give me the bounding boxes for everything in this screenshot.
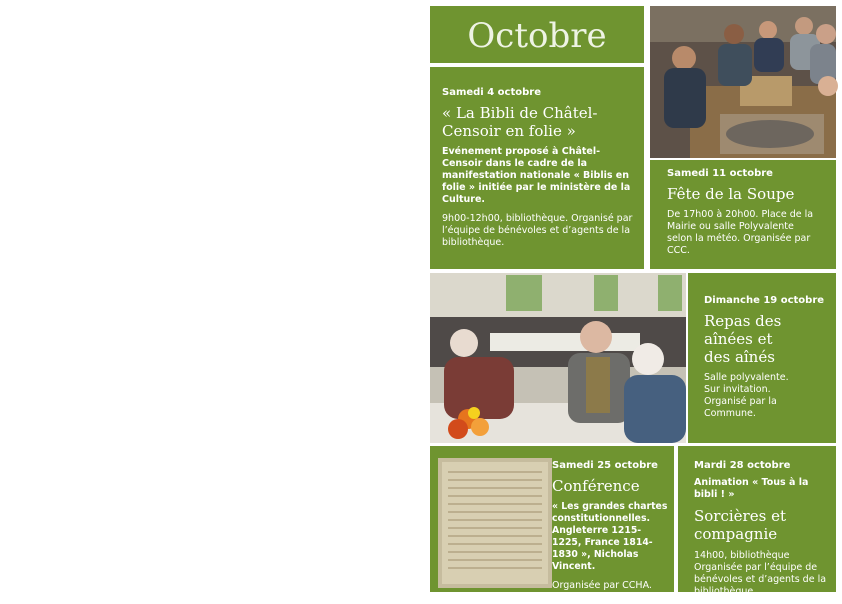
event-sorcieres xyxy=(678,446,836,597)
event-conference xyxy=(430,446,674,603)
event-fete-soupe xyxy=(650,160,836,269)
charter-document-image-svg xyxy=(438,458,552,588)
event-details: Salle polyvalente. Sur invitation. Organisé par la Commune. xyxy=(704,372,789,419)
month-header xyxy=(430,6,644,63)
month-title: Octobre xyxy=(467,16,607,56)
soup-photo xyxy=(650,6,836,158)
event-title: Fête de la Soupe xyxy=(667,185,795,203)
event-lead: « Les grandes chartes constitutionnelles. Angleterre 1215-1225, France 1814-1830 », Nicholas Vincent. xyxy=(552,501,668,572)
october-page xyxy=(424,0,842,603)
event-details: 14h00, bibliothèque Organisée par l’équipe de bénévoles et d’agents de la bibliothèque. xyxy=(694,550,827,597)
soup-photo-image xyxy=(650,6,836,158)
event-date: Samedi 4 octobre xyxy=(442,87,541,98)
event-bibli-en-folie xyxy=(430,67,644,269)
event-title: « La Bibli de Châtel-Censoir en folie » xyxy=(442,104,598,140)
blank-left-page xyxy=(0,0,424,595)
event-date: Dimanche 19 octobre xyxy=(704,295,825,306)
event-title: Repas des aînées et des aînés xyxy=(704,312,782,366)
event-kicker: Animation « Tous à la bibli ! » xyxy=(694,477,809,500)
event-repas-aines xyxy=(688,273,836,443)
seniors-lunch-photo xyxy=(430,273,686,443)
event-details: Organisée par CCHA. 14h30, Salle Delaunay. xyxy=(552,580,662,603)
event-details: 9h00-12h00, bibliothèque. Organisé par l’équipe de bénévoles et d’agents de la bibliothèque. xyxy=(442,213,633,248)
event-date: Samedi 11 octobre xyxy=(667,168,773,179)
event-date: Samedi 25 octobre xyxy=(552,460,658,471)
event-lead: Evénement proposé à Châtel-Censoir dans le cadre de la manifestation nationale « Biblis en folie » initiée par le ministère de la Culture. xyxy=(442,146,631,205)
seniors-lunch-photo-image xyxy=(430,273,686,443)
charter-document-image xyxy=(438,458,552,588)
event-title: Conférence xyxy=(552,477,640,495)
event-title: Sorcières et compagnie xyxy=(694,507,786,543)
event-date: Mardi 28 octobre xyxy=(694,460,791,471)
event-details: De 17h00 à 20h00. Place de la Mairie ou salle Polyvalente selon la météo. Organisée par CCC. xyxy=(667,209,814,256)
